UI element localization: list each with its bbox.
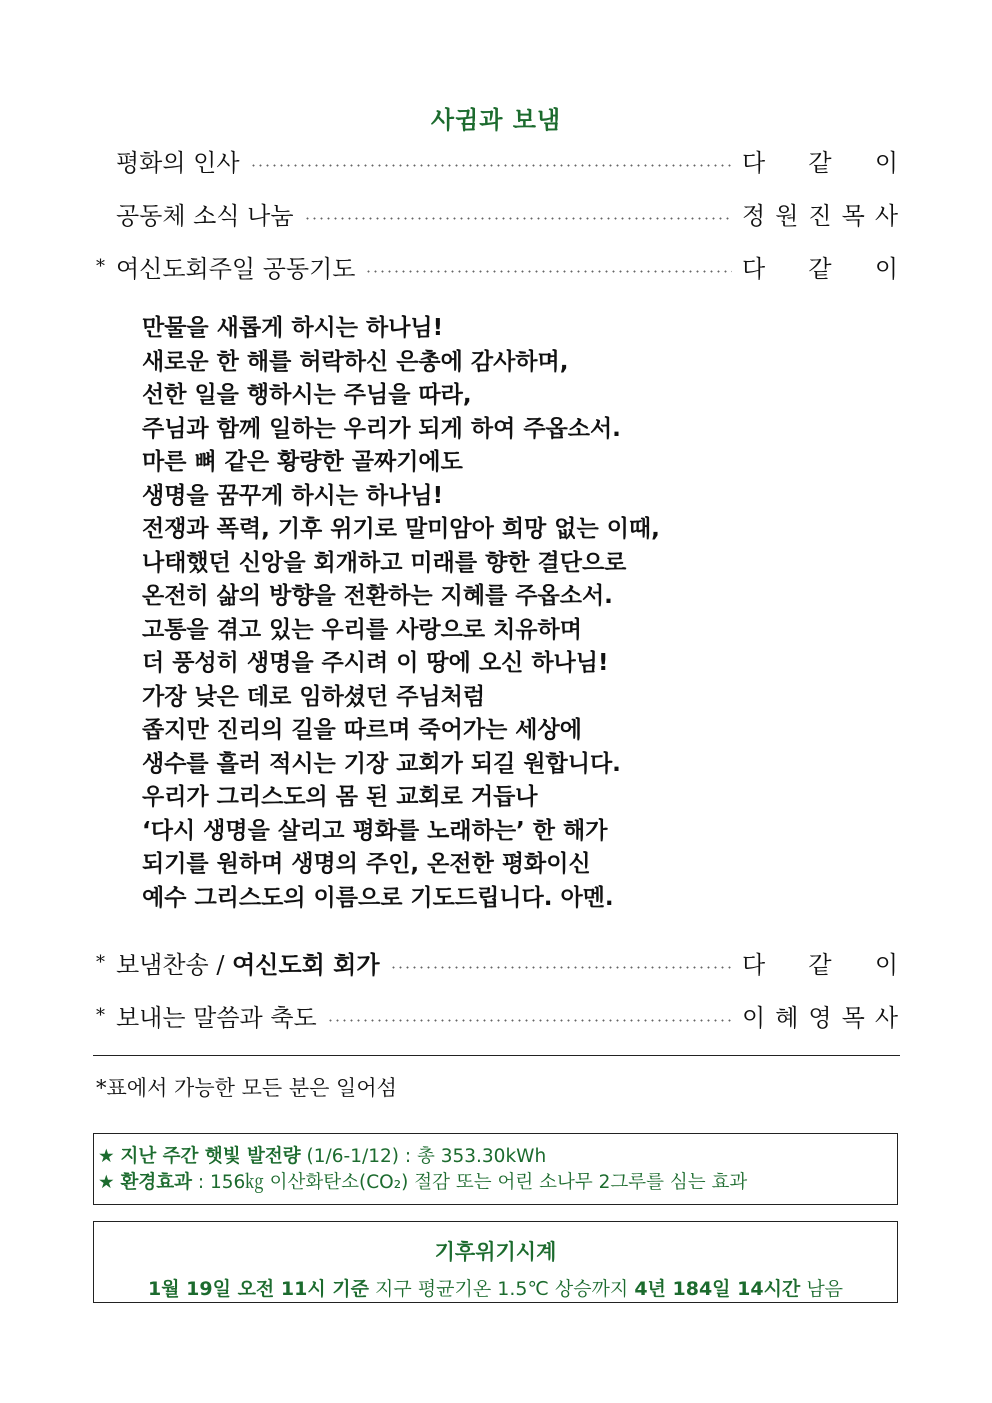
prayer-line: 우리가 그리스도의 몸 된 교회로 거듭나: [142, 784, 538, 810]
order-item-label: 보내는 말씀과 축도: [116, 1003, 317, 1032]
environment-effect-line: ★ 환경효과 : 156㎏ 이산화탄소(CO₂) 절감 또는 어린 소나무 2그루를 심는 효과: [98, 1172, 748, 1193]
prayer-line: 마른 뼈 같은 황량한 골짜기에도: [142, 449, 463, 475]
order-item-leader: 다 같 이: [742, 254, 898, 283]
star-icon: ★: [98, 1172, 115, 1193]
solar-output-line: ★ 지난 주간 햇빛 발전량 (1/6-1/12) : 총 353.30kWh: [98, 1146, 547, 1167]
prayer-line: 전쟁과 폭력, 기후 위기로 말미암아 희망 없는 이때,: [142, 516, 660, 542]
leader-dots: [304, 217, 732, 220]
standing-mark: *: [96, 255, 105, 277]
prayer-line: 예수 그리스도의 이름으로 기도드립니다. 아멘.: [142, 884, 614, 911]
prayer-line: 온전히 삶의 방향을 전환하는 지혜를 주옵소서.: [142, 583, 613, 609]
standing-mark: *: [96, 1004, 105, 1026]
leader-dots: [250, 164, 732, 167]
prayer-line: 만물을 새롭게 하시는 하나님!: [142, 315, 444, 341]
leader-dots: [327, 1019, 732, 1022]
prayer-line: 새로운 한 해를 허락하신 은총에 감사하며,: [142, 348, 569, 375]
order-item-benediction: [96, 997, 898, 1033]
climate-clock-box: [93, 1221, 898, 1303]
order-item-leader: 이 혜 영 목 사: [742, 1003, 898, 1032]
prayer-line: 되기를 원하며 생명의 주인, 온전한 평화이신: [142, 851, 591, 877]
prayer-line: ‘다시 생명을 살리고 평화를 노래하는’ 한 해가: [142, 817, 608, 844]
order-item-community-news: [96, 195, 898, 231]
order-item-leader: 정 원 진 목 사: [742, 201, 898, 230]
standing-mark: *: [96, 951, 105, 973]
order-item-leader: 다 같 이: [742, 148, 898, 177]
order-item-common-prayer: [96, 248, 898, 284]
prayer-line: 고통을 겪고 있는 우리를 사랑으로 치유하며: [142, 616, 582, 643]
prayer-line: 생명을 꿈꾸게 하시는 하나님!: [142, 482, 444, 509]
prayer-line: 주님과 함께 일하는 우리가 되게 하여 주옵소서.: [142, 415, 621, 442]
order-item-peace-greeting: [96, 142, 898, 178]
prayer-line: 생수를 흘러 적시는 기장 교회가 되길 원합니다.: [142, 750, 621, 777]
prayer-line: 좁지만 진리의 길을 따르며 죽어가는 세상에: [142, 717, 582, 743]
solar-power-box: [93, 1133, 898, 1205]
prayer-line: 나태했던 신앙을 회개하고 미래를 향한 결단으로: [142, 549, 627, 576]
prayer-line: 선한 일을 행하시는 주님을 따라,: [142, 382, 472, 408]
order-item-label: 여신도회주일 공동기도: [116, 254, 356, 283]
prayer-text: [142, 312, 862, 915]
star-icon: ★: [98, 1146, 115, 1167]
climate-clock-line: 1월 19일 오전 11시 기준 지구 평균기온 1.5℃ 상승까지 4년 184일 14시간 남음: [147, 1278, 844, 1300]
order-item-label: 보냄찬송 / 여신도회 회가: [116, 949, 380, 979]
order-item-leader: 다 같 이: [742, 950, 898, 979]
prayer-line: 가장 낮은 데로 임하셨던 주님처럼: [142, 683, 486, 710]
climate-clock-title: 기후위기시계: [434, 1240, 557, 1264]
standing-note: *표에서 가능한 모든 분은 일어섬: [96, 1076, 397, 1100]
order-item-label: 평화의 인사: [116, 148, 240, 177]
order-item-label: 공동체 소식 나눔: [116, 201, 294, 230]
prayer-line: 더 풍성히 생명을 주시려 이 땅에 오신 하나님!: [142, 650, 609, 676]
hymn-title: 여신도회 회가: [232, 949, 380, 979]
leader-dots: [390, 966, 732, 969]
order-item-sending-hymn: [96, 944, 898, 980]
leader-dots: [365, 270, 732, 273]
section-title: 사귐과 보냄: [430, 106, 562, 134]
divider: [93, 1055, 900, 1056]
